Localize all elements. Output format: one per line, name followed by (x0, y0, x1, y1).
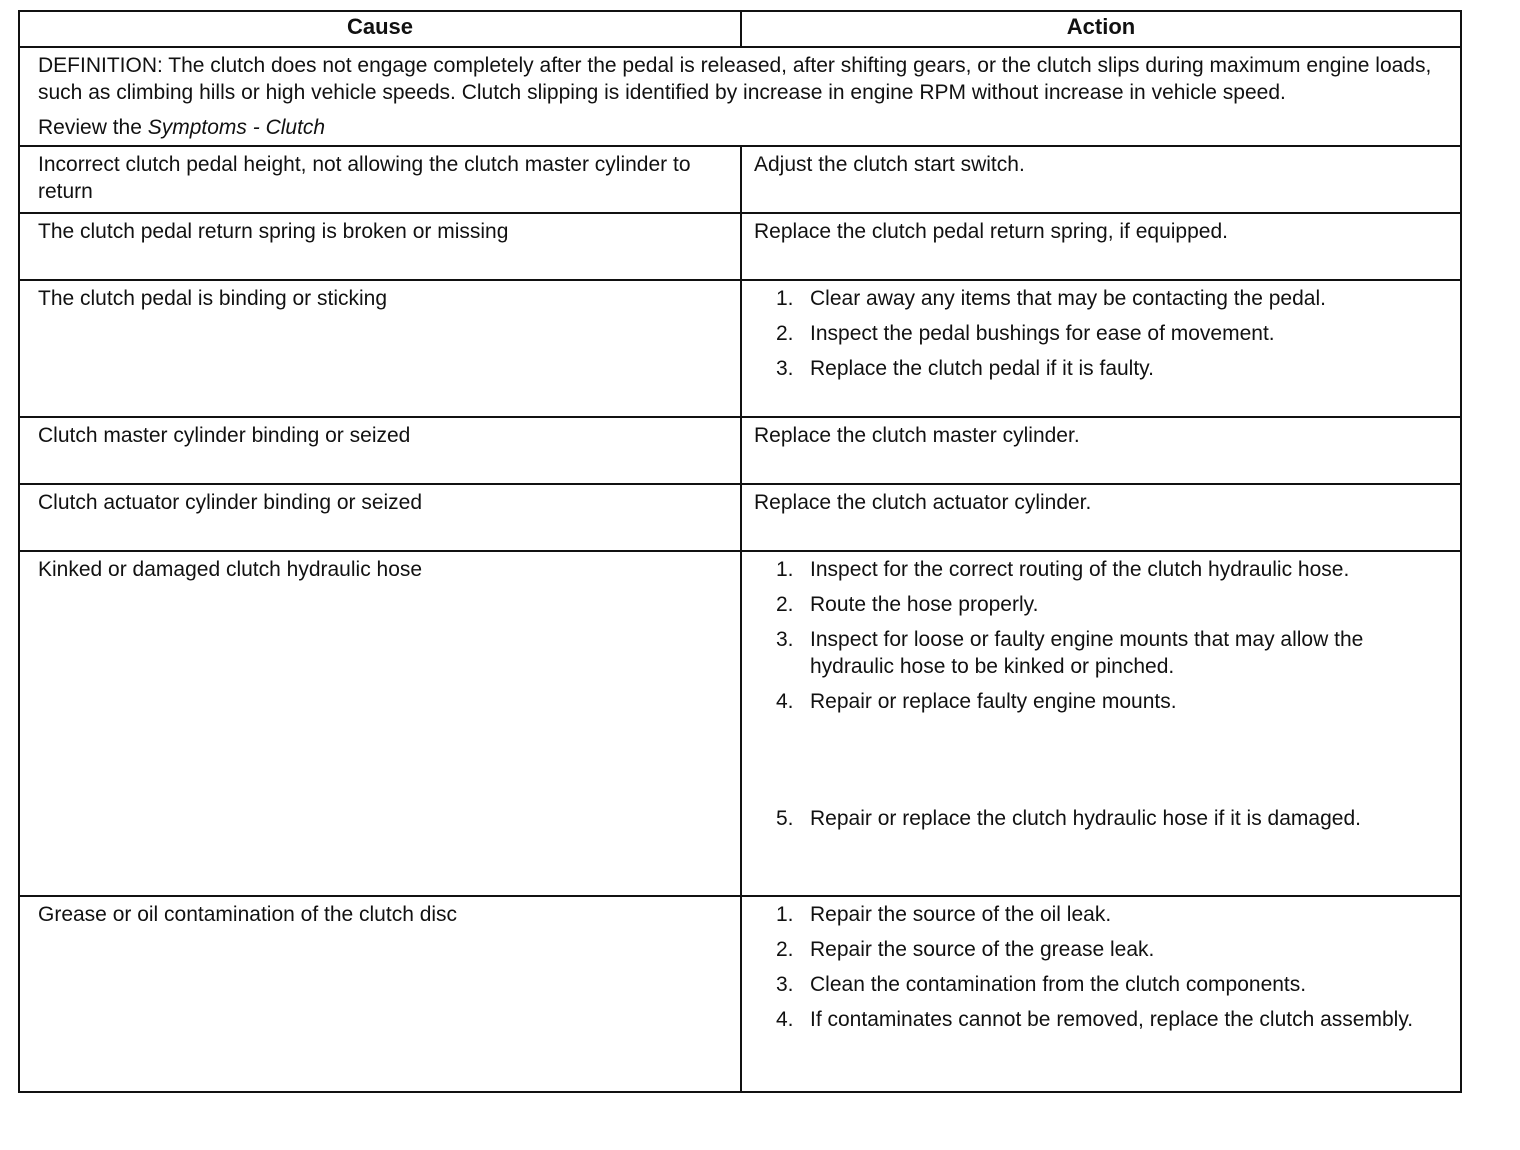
step-item (754, 688, 1448, 715)
action-steps (754, 901, 1448, 1033)
table-row (19, 146, 1461, 213)
cause-header: Cause (19, 11, 741, 47)
step-item (754, 355, 1448, 382)
action-header: Action (741, 11, 1461, 47)
step-number: 1. (776, 287, 794, 310)
action-steps (754, 556, 1448, 832)
step-number: 3. (776, 357, 794, 380)
step-item (754, 1006, 1448, 1033)
diagnostic-table (18, 10, 1462, 1093)
action-cell (741, 280, 1461, 417)
definition-text: DEFINITION: The clutch does not engage completely after the pedal is released, after shifting gears, or the clutch slips during maximum engine loads, such as climbing hills or high vehicle speeds. Clutch slipping is identified by increase in engine RPM without increase in vehicle speed. (38, 54, 1432, 104)
step-item (754, 971, 1448, 998)
action-steps (754, 285, 1448, 382)
step-item (754, 936, 1448, 963)
step-number: 2. (776, 593, 794, 616)
step-item (754, 805, 1448, 832)
step-text: Repair or replace faulty engine mounts. (810, 690, 1177, 713)
step-text: Inspect for the correct routing of the clutch hydraulic hose. (810, 558, 1350, 581)
action-cell (741, 896, 1461, 1092)
action-cell: Replace the clutch actuator cylinder. (741, 484, 1461, 551)
step-text: Replace the clutch pedal if it is faulty. (810, 357, 1154, 380)
step-number: 2. (776, 322, 794, 345)
step-text: Clear away any items that may be contacting the pedal. (810, 287, 1326, 310)
step-number: 3. (776, 973, 794, 996)
step-number: 4. (776, 1008, 794, 1031)
action-cell (741, 551, 1461, 896)
cause-cell: Clutch actuator cylinder binding or seized (19, 484, 741, 551)
action-cell: Adjust the clutch start switch. (741, 146, 1461, 213)
action-cell: Replace the clutch pedal return spring, if equipped. (741, 213, 1461, 280)
step-number: 4. (776, 690, 794, 713)
step-number: 3. (776, 628, 794, 651)
step-number: 1. (776, 903, 794, 926)
step-text: Repair or replace the clutch hydraulic hose if it is damaged. (810, 807, 1361, 830)
cause-cell: Grease or oil contamination of the clutch disc (19, 896, 741, 1092)
table-row (19, 896, 1461, 1092)
cause-cell: Incorrect clutch pedal height, not allowing the clutch master cylinder to return (19, 146, 741, 213)
step-text: Inspect for loose or faulty engine mounts that may allow the hydraulic hose to be kinked or pinched. (810, 628, 1364, 678)
step-text: Clean the contamination from the clutch components. (810, 973, 1307, 996)
cause-cell: The clutch pedal is binding or sticking (19, 280, 741, 417)
step-text: Repair the source of the grease leak. (810, 938, 1155, 961)
review-link[interactable]: Symptoms - Clutch (147, 116, 326, 139)
step-item (754, 901, 1448, 928)
review-prefix: Review the (38, 116, 148, 139)
step-item (754, 591, 1448, 618)
step-item (754, 285, 1448, 312)
step-text: Inspect the pedal bushings for ease of movement. (810, 322, 1275, 345)
table-row (19, 551, 1461, 896)
definition-cell (19, 47, 1461, 146)
step-text: Route the hose properly. (810, 593, 1039, 616)
cause-cell: Kinked or damaged clutch hydraulic hose (19, 551, 741, 896)
step-number: 1. (776, 558, 794, 581)
step-number: 2. (776, 938, 794, 961)
cause-cell: Clutch master cylinder binding or seized (19, 417, 741, 484)
review-line (38, 114, 1442, 141)
step-text: If contaminates cannot be removed, replace the clutch assembly. (810, 1008, 1414, 1031)
step-item (754, 556, 1448, 583)
cause-cell: The clutch pedal return spring is broken or missing (19, 213, 741, 280)
step-number: 5. (776, 807, 794, 830)
header-row (19, 11, 1461, 47)
step-item (754, 626, 1448, 680)
table-row (19, 213, 1461, 280)
definition-row (19, 47, 1461, 146)
step-item (754, 320, 1448, 347)
table-row (19, 484, 1461, 551)
table-row (19, 417, 1461, 484)
step-text: Repair the source of the oil leak. (810, 903, 1112, 926)
action-cell: Replace the clutch master cylinder. (741, 417, 1461, 484)
table-row (19, 280, 1461, 417)
